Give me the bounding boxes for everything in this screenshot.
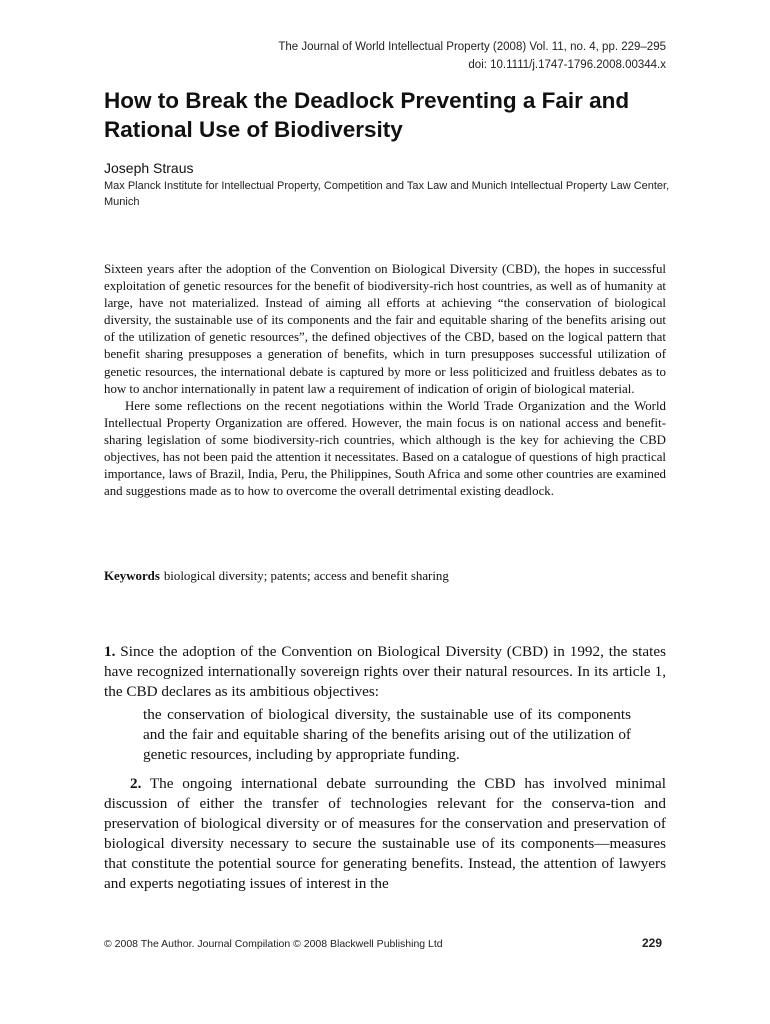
abstract: [104, 261, 666, 500]
keywords-text: biological diversity; patents; access and benefit sharing: [163, 569, 449, 583]
page-number: 229: [641, 936, 662, 950]
copyright-notice: © 2008 The Author. Journal Compilation © 2008 Blackwell Publishing Ltd: [104, 938, 443, 950]
section-1-text: Since the adoption of the Convention on Biological Diversity (CBD) in 1992, the states have recognized internationally sovereign rights over their natural resources. In its article 1, the CBD declares as its ambitious objectives:: [104, 643, 666, 701]
journal-header: [278, 38, 666, 74]
doi: doi: 10.1111/j.1747-1796.2008.00344.x: [468, 59, 666, 71]
keywords: [104, 568, 666, 585]
article-body: [104, 642, 666, 894]
abstract-paragraph-2: Here some reflections on the recent negotiations within the World Trade Organization and the World Intellectual Property Organization are offered. However, the main focus is on national access and benefit-sharing legislation of some biodiversity-rich countries, which although is the key for achieving the CBD objectives, has not been paid the attention it necessitates. Based on a catalogue of questions of high practical importance, laws of Brazil, India, Peru, the Philippines, South Africa and some other countries are examined and suggestions made as to how to overcome the overall detrimental existing deadlock.: [104, 398, 666, 499]
section-2-paragraph: [104, 774, 666, 895]
author-affiliation: Max Planck Institute for Intellectual Property, Competition and Tax Law and Munich Intellectual Property Law Center, Munich: [104, 180, 670, 208]
section-1-paragraph: [104, 642, 666, 702]
section-1-number: 1.: [104, 643, 116, 660]
author-name: Joseph Straus: [104, 160, 194, 176]
journal-citation: The Journal of World Intellectual Property (2008) Vol. 11, no. 4, pp. 229–295: [278, 41, 666, 53]
section-2-number: 2.: [130, 774, 142, 792]
section-2-text: The ongoing international debate surrounding the CBD has involved minimal discussion of either the transfer of technologies relevant for the conserva-tion and preservation of biological diversity or of measures for the conservation and preservation of biological diversity necessary to secure the sustainable use of its components—measures that constitute the potential source for generating benefits. Instead, the attention of lawyers and experts negotiating issues of interest in the: [104, 774, 666, 893]
keywords-label: Keywords: [104, 569, 160, 583]
article-title: How to Break the Deadlock Preventing a Fair and Rational Use of Biodiversity: [104, 88, 630, 142]
abstract-paragraph-1: Sixteen years after the adoption of the Convention on Biological Diversity (CBD), the hopes in successful exploitation of genetic resources for the benefit of biodiversity-rich host countries, as well as of humanity at large, have not materialized. Instead of aiming all efforts at achieving “the conservation of biological diversity, the sustainable use of its components and the fair and equitable sharing of the benefits arising out of the utilization of genetic resources”, the defined objectives of the CBD, based on the logical pattern that benefit sharing presupposes a generation of benefits, which in turn presupposes successful utilization of genetic resources, the international debate is captured by more or less politicized and fruitless debates as to how to anchor internationally in patent law a requirement of indication of origin of biological material.: [104, 262, 666, 396]
cbd-objectives-quote: the conservation of biological diversity, the sustainable use of its components and the fair and equitable sharing of the benefits arising out of the utilization of genetic resources, including by appropriate funding.: [143, 706, 631, 764]
